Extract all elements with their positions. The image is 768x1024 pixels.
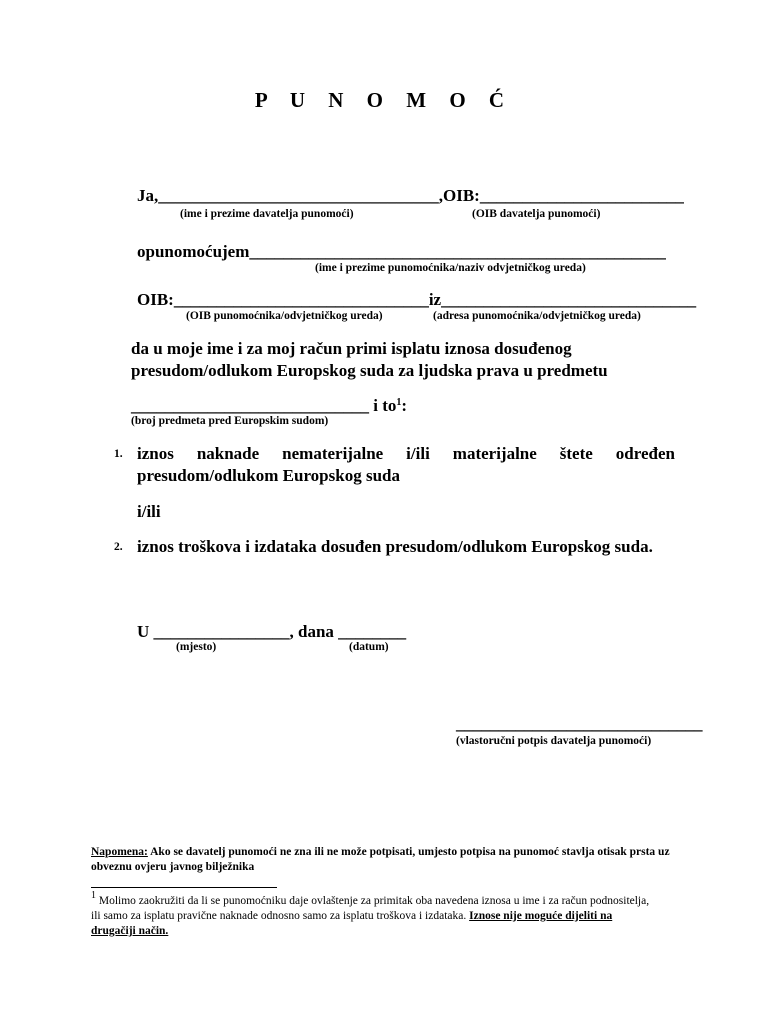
grantor-name-oib-line[interactable]: Ja,_________________________________,OIB:________________________ [137,186,684,205]
document-title: P U N O M O Ć [254,88,514,112]
note-paragraph [91,845,676,875]
footnote-paragraph [91,890,657,939]
date-caption: (datum) [349,641,389,653]
case-number-line[interactable] [131,396,407,416]
case-colon: : [401,396,408,415]
footnote-marker: 1 [91,890,96,901]
attorney-oib-address-line[interactable]: OIB:______________________________iz______________________________ [137,290,697,309]
connector-text: i/ili [137,502,161,521]
attorney-oib-caption: (OIB punomoćnika/odvjetničkog ureda) [186,310,383,322]
attorney-address-caption: (adresa punomoćnika/odvjetničkog ureda) [433,310,641,322]
intro-paragraph [131,338,691,382]
grantor-name-caption: (ime i prezime davatelja punomoći) [180,208,354,220]
attorney-name-line[interactable]: opunomoćujem_________________________________________________ [137,242,666,261]
footnote-emphasis: Iznose nije moguće dijeliti na drugačiji način. [91,910,613,937]
intro-line-2: presudom/odlukom Europskog suda za ljudska prava u predmetu [131,361,608,380]
item-2-text: iznos troškova i izdataka dosuđen presudom/odlukom Europskog suda. [137,537,653,556]
place-caption: (mjesto) [176,641,217,653]
signature-line[interactable]: _____________________________ [456,714,703,733]
item-1-text: iznos naknade nematerijalne i/ili materijalne štete određen presudom/odlukom Europskog suda [137,444,675,485]
note-text: Ako se davatelj punomoći ne zna ili ne može potpisati, umjesto potpisa na punomoć stavlja otisak prsta uz obveznu ovjeru javnog bilježnika [91,846,670,873]
signature-caption: (vlastoručni potpis davatelja punomoći) [456,735,652,747]
footnote-text: Molimo zaokružiti da li se punomoćniku daje ovlaštenje za primitak oba navedena iznosa u ime i za račun podnositelja, ili samo za isplatu pravične naknade odnosno samo za isplatu troškova i izdataka. [91,895,650,922]
footnote-reference: 1 [396,397,402,408]
item-2-number: 2. [114,541,123,553]
footnote-separator [91,887,277,888]
intro-line-1: da u moje ime i za moj račun primi isplatu iznosa dosuđenog [131,339,572,358]
item-1-number: 1. [114,448,123,460]
attorney-name-caption: (ime i prezime punomoćnika/naziv odvjetničkog ureda) [315,262,586,274]
case-number-text: ____________________________ i to [131,396,397,415]
note-label: Napomena: [91,846,148,858]
case-number-caption: (broj predmeta pred Europskim sudom) [131,415,329,427]
grantor-oib-caption: (OIB davatelja punomoći) [472,208,601,220]
place-date-line[interactable]: U ________________, dana ________ [137,622,407,641]
